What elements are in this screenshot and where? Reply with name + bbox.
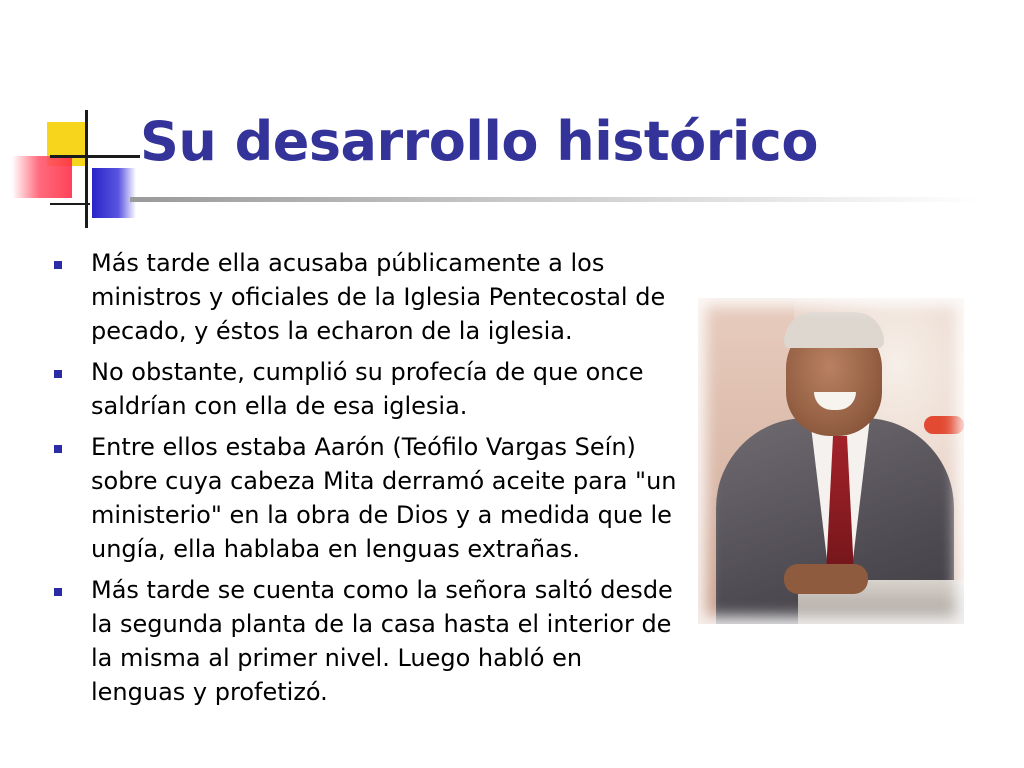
bullet-text: Más tarde se cuenta como la señora saltó desde la segunda planta de la casa hasta el interior de la misma al primer nivel. Luego habló en lenguas y profetizó. [91,576,673,706]
photo-edge-fade [698,298,964,624]
corner-logo-icon [0,100,150,230]
logo-vertical-line [85,110,88,228]
slide-title: Su desarrollo histórico [140,110,819,173]
portrait-photo [698,298,964,624]
bullet-square-icon [54,445,62,453]
logo-red-square [12,156,72,198]
logo-horizontal-line [50,203,90,205]
bullet-square-icon [54,588,62,596]
bullet-list [48,246,678,716]
logo-blue-square [92,168,136,218]
bullet-square-icon [54,370,62,378]
bullet-text: Entre ellos estaba Aarón (Teófilo Vargas Seín) sobre cuya cabeza Mita derramó aceite para "un ministerio" en la obra de Dios y a medida que le ungía, ella hablaba en lenguas extrañas. [91,433,677,563]
bullet-square-icon [54,261,62,269]
bullet-text: No obstante, cumplió su profecía de que once saldrían con ella de esa iglesia. [91,358,644,420]
bullet-item [48,573,678,709]
logo-horizontal-line [50,155,140,158]
bullet-text: Más tarde ella acusaba públicamente a los ministros y oficiales de la Iglesia Pentecostal de pecado, y éstos la echaron de la iglesia. [91,249,666,345]
bullet-item [48,430,678,566]
bullet-item [48,355,678,423]
bullet-item [48,246,678,348]
title-underline [130,197,980,202]
